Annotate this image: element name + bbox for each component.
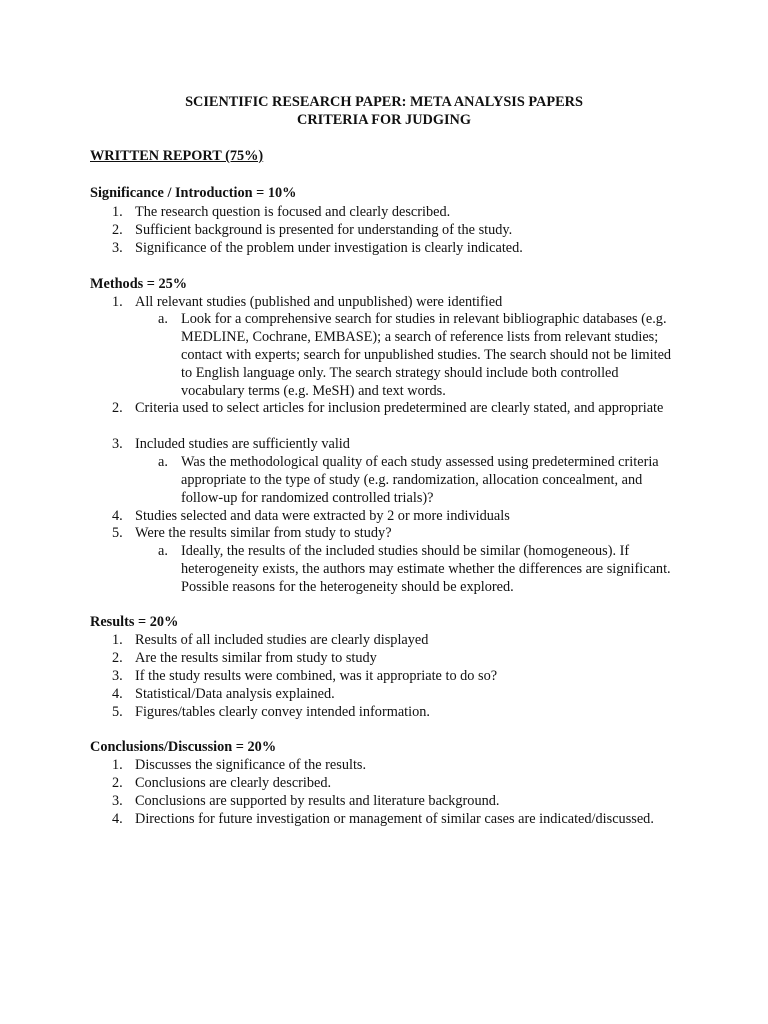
list-number: 1. (112, 204, 123, 220)
list-number: 2. (112, 775, 123, 791)
list-item (112, 240, 672, 258)
list-item (112, 525, 672, 543)
list-item (112, 294, 672, 312)
sub-list-letter: a. (158, 311, 168, 327)
list-item (112, 775, 672, 793)
list-text: The research question is focused and clearly described. (135, 204, 451, 220)
list-text: Are the results similar from study to study (135, 650, 377, 666)
document-subtitle: CRITERIA FOR JUDGING (297, 112, 471, 128)
list-number: 4. (112, 811, 123, 827)
list-text: Statistical/Data analysis explained. (135, 686, 335, 702)
sub-list-text: Ideally, the results of the included studies should be similar (homogeneous). If heterogeneity exists, the authors may estimate whether the differences are significant. Possible reasons for the heterogeneity should be explored. (181, 543, 671, 595)
list-text: Sufficient background is presented for understanding of the study. (135, 222, 513, 238)
list-number: 3. (112, 793, 123, 809)
sub-list-letter: a. (158, 454, 168, 470)
list-number: 3. (112, 668, 123, 684)
list-text: Figures/tables clearly convey intended information. (135, 704, 430, 720)
list-text: If the study results were combined, was it appropriate to do so? (135, 668, 498, 684)
list-text: Studies selected and data were extracted by 2 or more individuals (135, 508, 510, 524)
list-text: Were the results similar from study to study? (135, 525, 392, 541)
list-text: Criteria used to select articles for inclusion predetermined are clearly stated, and appropriate (135, 400, 664, 416)
list-number: 1. (112, 757, 123, 773)
sub-list-item (158, 454, 678, 508)
sub-list-text: Look for a comprehensive search for studies in relevant bibliographic databases (e.g. MEDLINE, Cochrane, EMBASE); a search of reference lists from relevant studies; contact with experts; search for unpublished studies. The search should not be limited to English language only. The search strategy should include both controlled vocabulary terms (e.g. MeSH) and text words. (181, 311, 672, 399)
list-text: All relevant studies (published and unpublished) were identified (135, 294, 503, 310)
list-number: 1. (112, 294, 123, 310)
list-item (112, 686, 672, 704)
list-number: 2. (112, 400, 123, 416)
list-item (112, 793, 672, 811)
list-number: 5. (112, 704, 123, 720)
list-text: Conclusions are clearly described. (135, 775, 332, 791)
list-item (112, 204, 672, 222)
list-number: 4. (112, 686, 123, 702)
sub-list-letter: a. (158, 543, 168, 559)
conclusions-heading: Conclusions/Discussion = 20% (90, 739, 277, 755)
list-text: Conclusions are supported by results and literature background. (135, 793, 500, 809)
list-text: Significance of the problem under investigation is clearly indicated. (135, 240, 523, 256)
list-number: 2. (112, 650, 123, 666)
list-text: Directions for future investigation or management of similar cases are indicated/discussed. (135, 811, 654, 827)
list-text: Included studies are sufficiently valid (135, 436, 350, 452)
written-report-heading: WRITTEN REPORT (75%) (90, 148, 264, 164)
list-number: 4. (112, 508, 123, 524)
list-item (112, 508, 672, 526)
list-text: Results of all included studies are clearly displayed (135, 632, 429, 648)
significance-heading: Significance / Introduction = 10% (90, 185, 297, 201)
list-item (112, 757, 672, 775)
list-number: 2. (112, 222, 123, 238)
list-number: 1. (112, 632, 123, 648)
results-heading: Results = 20% (90, 614, 179, 630)
list-item (112, 222, 672, 240)
list-item (112, 436, 672, 454)
document-title: SCIENTIFIC RESEARCH PAPER: META ANALYSIS PAPERS (185, 94, 583, 110)
list-item (112, 811, 672, 829)
list-number: 3. (112, 436, 123, 452)
list-text: Discusses the significance of the results. (135, 757, 367, 773)
list-number: 3. (112, 240, 123, 256)
list-item (112, 400, 672, 418)
sub-list-item (158, 543, 678, 597)
sub-list-item (158, 311, 678, 401)
sub-list-text: Was the methodological quality of each study assessed using predetermined criteria appropriate to the type of study (e.g. randomization, allocation concealment, and follow-up for randomized controlled trials)? (181, 454, 659, 506)
list-item (112, 650, 672, 668)
list-item (112, 704, 672, 722)
methods-heading: Methods = 25% (90, 276, 188, 292)
list-item (112, 668, 672, 686)
list-number: 5. (112, 525, 123, 541)
list-item (112, 632, 672, 650)
